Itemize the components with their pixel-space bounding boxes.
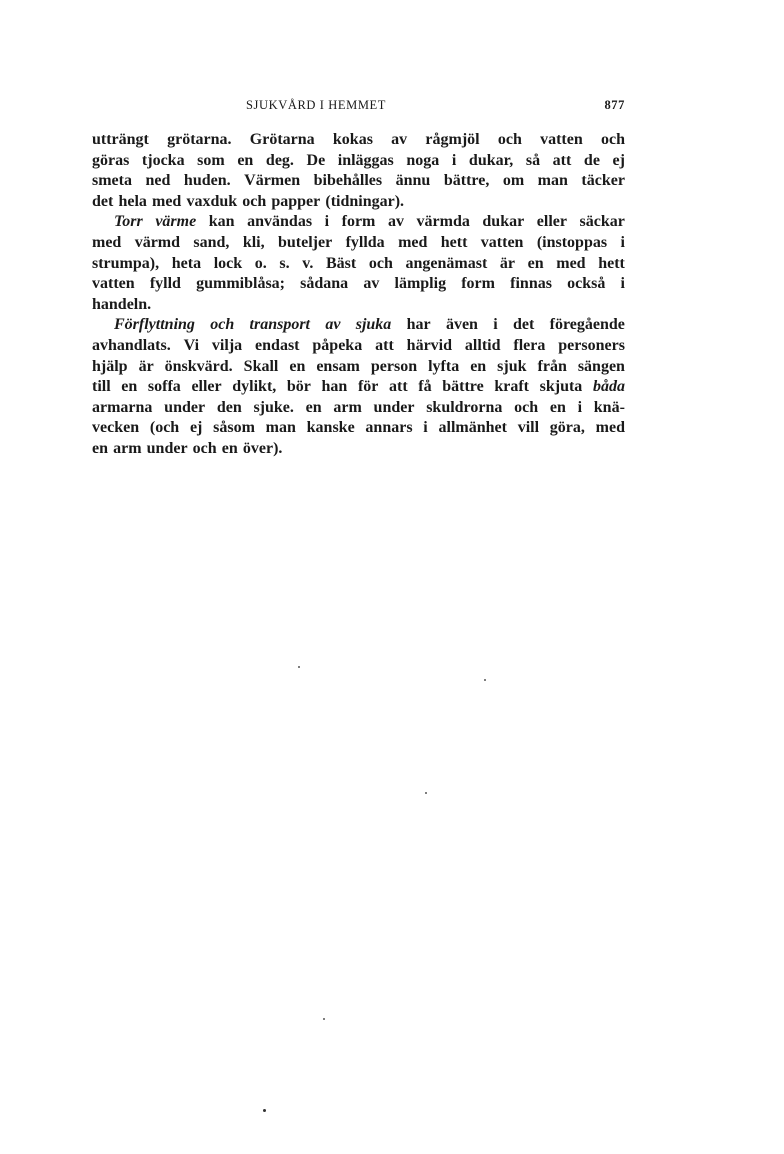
text-line — [92, 439, 625, 460]
word: önskvärd. — [164, 357, 233, 375]
word: (och — [149, 419, 180, 437]
word: det — [92, 192, 114, 210]
word: en — [305, 398, 322, 416]
word: Torr — [114, 213, 143, 231]
word: tjocka — [141, 151, 185, 169]
word: en — [221, 439, 238, 457]
word: person — [370, 357, 418, 375]
word: fylld — [149, 275, 181, 293]
word: värmd — [134, 233, 181, 251]
text-line — [92, 192, 625, 213]
word: hela — [118, 192, 147, 210]
word: under — [373, 398, 415, 416]
word: sjuka — [355, 316, 392, 334]
word: flera — [513, 336, 546, 354]
scan-speck — [484, 679, 486, 681]
word: ej — [612, 151, 625, 169]
word: även — [445, 316, 478, 334]
text-line — [92, 315, 625, 336]
word: vatten — [540, 131, 583, 148]
text-line — [92, 130, 625, 151]
word: till — [92, 378, 111, 396]
word: deg. — [265, 151, 294, 169]
running-head: SJUKVÅRD I HEMMET — [245, 98, 387, 112]
word: bättre — [442, 378, 484, 396]
word: lock — [213, 254, 243, 272]
word: knä- — [593, 398, 625, 416]
word: att — [552, 151, 572, 169]
word: i — [493, 316, 498, 334]
word: (instoppas — [536, 233, 608, 251]
word: endast — [255, 336, 300, 354]
word: under — [164, 398, 206, 416]
word: arm — [333, 398, 362, 416]
word: värme — [155, 213, 197, 231]
word: arm — [113, 439, 142, 457]
word: få — [418, 378, 432, 396]
word: av — [391, 131, 408, 148]
word: kli, — [242, 233, 265, 251]
word: grötarna. — [167, 131, 232, 148]
word: dukar, — [468, 151, 514, 169]
word: över). — [242, 439, 283, 457]
word: Förflyttning — [114, 316, 195, 334]
word: och — [497, 131, 522, 148]
page-number: 877 — [604, 98, 625, 112]
word: säckar — [579, 213, 625, 231]
word: eller — [191, 378, 222, 396]
word: avhandlats. — [92, 336, 171, 354]
word: under — [146, 439, 188, 457]
word: man — [537, 172, 568, 190]
word: i — [620, 233, 625, 251]
word: Grötarna — [249, 131, 315, 148]
word: om — [502, 172, 525, 190]
word: och — [368, 254, 393, 272]
paragraph — [92, 212, 625, 315]
word: med — [152, 192, 182, 210]
word: en — [92, 439, 108, 457]
page-header — [92, 98, 625, 118]
word: finnas — [510, 275, 552, 293]
word: för — [357, 378, 379, 396]
word: i — [423, 419, 428, 437]
word: med — [92, 233, 122, 251]
word: form — [341, 213, 376, 231]
word: gummiblåsa; — [196, 275, 285, 293]
word: en — [237, 151, 254, 169]
word: användas — [247, 213, 313, 231]
word: hett — [440, 233, 468, 251]
text-line — [92, 295, 625, 316]
scan-speck — [263, 1109, 266, 1112]
word: vecken — [92, 419, 140, 437]
word: hjälp — [92, 357, 128, 375]
word: och — [210, 316, 235, 334]
word: handeln. — [92, 295, 152, 313]
word: i — [324, 213, 330, 231]
word: så — [525, 151, 541, 169]
word: i — [451, 151, 457, 169]
text-line — [92, 377, 625, 398]
word: göras — [92, 151, 130, 169]
word: vatten — [480, 233, 524, 251]
word: heta — [171, 254, 202, 272]
word: s. — [279, 254, 290, 272]
word: föregående — [549, 316, 625, 334]
word: såsom — [213, 419, 255, 437]
word: papper — [271, 192, 321, 210]
word: vatten — [92, 275, 135, 293]
text-line — [92, 398, 625, 419]
word: göra, — [549, 419, 585, 437]
word: av — [363, 275, 380, 293]
word: sand, — [193, 233, 230, 251]
word: alltid — [464, 336, 501, 354]
text-line — [92, 418, 625, 439]
word: av — [325, 316, 341, 334]
word: i — [620, 275, 625, 293]
word: noga — [406, 151, 440, 169]
word: en — [289, 357, 306, 375]
word: och — [600, 131, 625, 148]
word: kraft — [494, 378, 529, 396]
word: allmänhet — [438, 419, 507, 437]
text-line — [92, 254, 625, 275]
word: Vi — [183, 336, 200, 354]
word: rågmjöl — [425, 131, 480, 148]
word: det — [513, 316, 535, 334]
word: båda — [592, 378, 625, 396]
text-line — [92, 336, 625, 357]
word: personers — [558, 336, 625, 354]
word: en — [527, 254, 544, 272]
word: ned — [145, 172, 171, 190]
word: sjuk — [497, 357, 527, 375]
word: v. — [302, 254, 314, 272]
word: påpeka — [312, 336, 363, 354]
word: sådana — [300, 275, 349, 293]
word: armarna — [92, 398, 153, 416]
word: skuldrorna — [426, 398, 503, 416]
word: Skall — [243, 357, 279, 375]
word: o. — [254, 254, 267, 272]
word: smeta — [92, 172, 132, 190]
word: härvid — [406, 336, 453, 354]
word: bör — [286, 378, 311, 396]
word: transport — [249, 316, 310, 334]
word: en — [549, 398, 566, 416]
word: med — [556, 254, 586, 272]
text-line — [92, 171, 625, 192]
word: och — [242, 192, 267, 210]
word: eller — [536, 213, 567, 231]
word: lyfta — [428, 357, 460, 375]
word: har — [406, 316, 431, 334]
word: kanske — [306, 419, 355, 437]
word: som — [197, 151, 225, 169]
word: av — [387, 213, 404, 231]
word: dukar — [482, 213, 525, 231]
word: med — [595, 419, 625, 437]
word: angenämast — [405, 254, 488, 272]
word: han — [321, 378, 348, 396]
word: den — [216, 398, 242, 416]
word: och — [192, 439, 217, 457]
text-line — [92, 233, 625, 254]
word: kokas — [332, 131, 373, 148]
word: täcker — [581, 172, 625, 190]
word: utträngt — [92, 131, 149, 148]
word: i — [577, 398, 583, 416]
word: sängen — [577, 357, 625, 375]
word: annars — [365, 419, 413, 437]
text-line — [92, 357, 625, 378]
word: sjuke. — [253, 398, 294, 416]
word: lämplig — [394, 275, 447, 293]
word: fyllda — [345, 233, 385, 251]
word: och — [514, 398, 539, 416]
paragraph — [92, 315, 625, 459]
word: dylikt, — [232, 378, 277, 396]
body-text — [92, 130, 625, 460]
word: form — [461, 275, 495, 293]
text-line — [92, 151, 625, 172]
word: värmda — [416, 213, 470, 231]
word: inläggas — [337, 151, 394, 169]
word: man — [265, 419, 296, 437]
text-line — [92, 212, 625, 233]
word: Bäst — [326, 254, 357, 272]
scan-speck — [323, 1018, 325, 1020]
word: också — [567, 275, 606, 293]
word: bibehålles — [313, 172, 383, 190]
word: skjuta — [539, 378, 583, 396]
word: buteljer — [277, 233, 333, 251]
paragraph — [92, 130, 625, 212]
word: ännu — [395, 172, 431, 190]
text-line — [92, 274, 625, 295]
word: hett — [598, 254, 625, 272]
word: kan — [208, 213, 235, 231]
word: från — [537, 357, 567, 375]
word: bättre, — [443, 172, 490, 190]
word: De — [306, 151, 326, 169]
word: Värmen — [244, 172, 301, 190]
scan-speck — [298, 666, 300, 668]
word: huden. — [183, 172, 231, 190]
word: en — [121, 378, 138, 396]
word: att — [375, 336, 394, 354]
word: vill — [517, 419, 540, 437]
word: ensam — [316, 357, 360, 375]
word: (tidningar). — [325, 192, 405, 210]
word: med — [398, 233, 428, 251]
word: är — [499, 254, 515, 272]
word: att — [389, 378, 408, 396]
word: ej — [189, 419, 203, 437]
scan-speck — [425, 792, 427, 794]
word: de — [583, 151, 600, 169]
word: en — [470, 357, 487, 375]
word: vilja — [211, 336, 243, 354]
word: strumpa), — [92, 254, 160, 272]
word: vaxduk — [186, 192, 238, 210]
word: är — [138, 357, 154, 375]
word: soffa — [147, 378, 181, 396]
